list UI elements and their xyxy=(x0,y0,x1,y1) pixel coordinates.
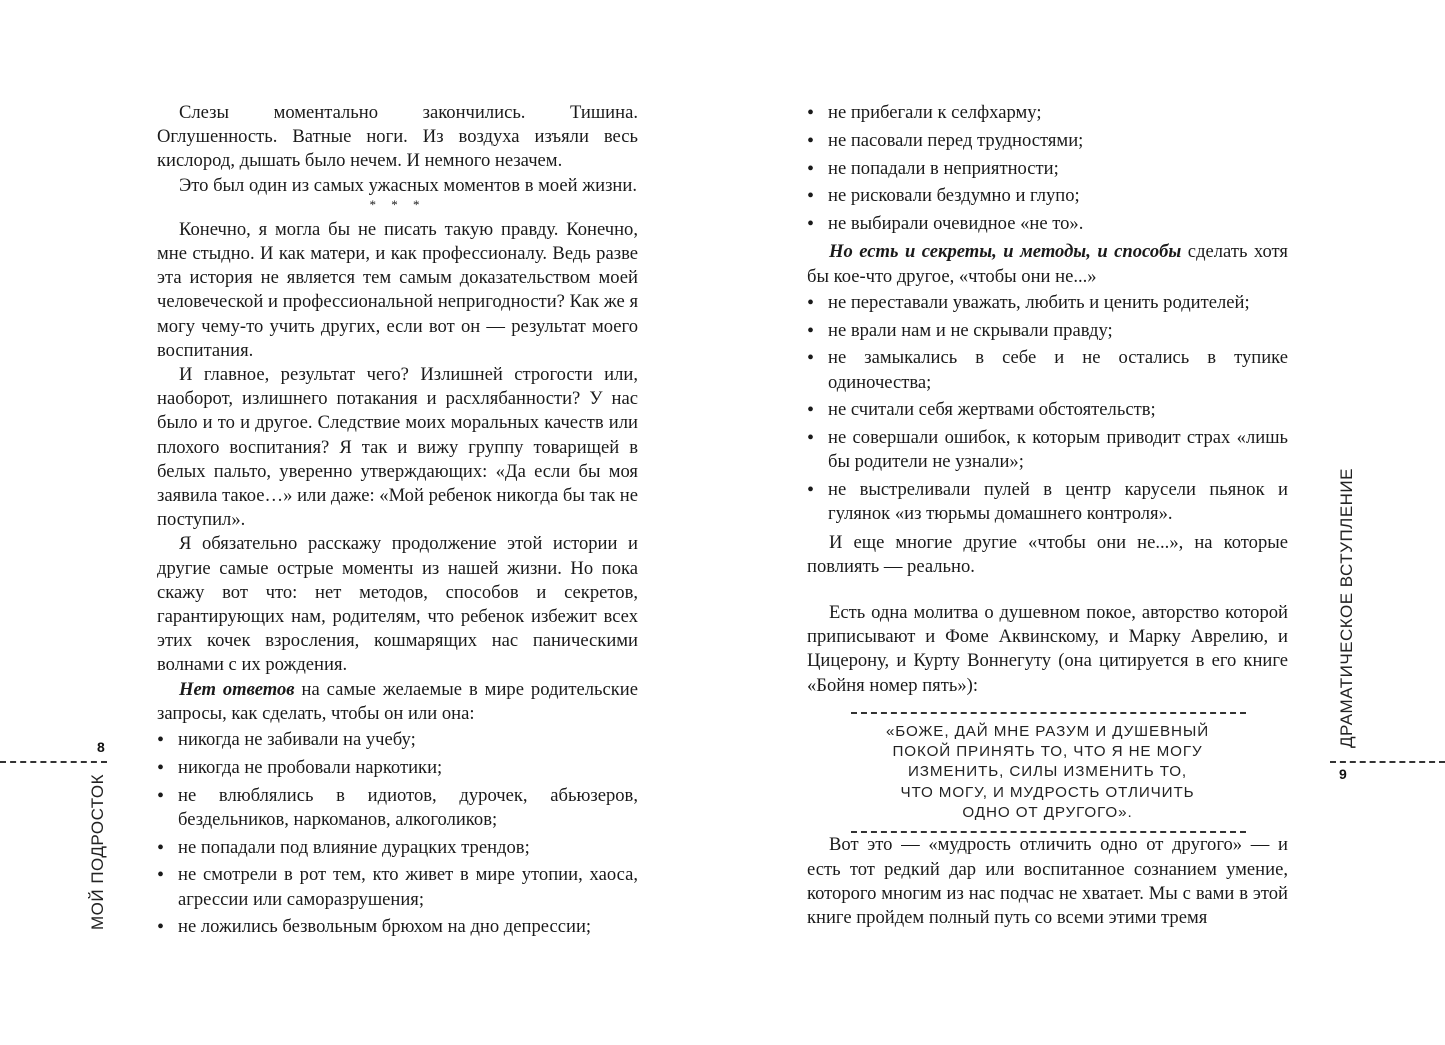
list-item: • не считали себя жертвами обстоятельств; xyxy=(807,398,1288,422)
page-number-left: 8 xyxy=(97,739,105,755)
quote-line: ОДНО ОТ ДРУГОГО». xyxy=(962,804,1133,821)
paragraph: Есть одна молитва о душевном покое, авторство которой приписывают и Фоме Аквинскому, и Марку Аврелию, и Цицерону, и Курту Воннегуту (она цитируется в его книге «Бойня номер пять»): xyxy=(807,602,1288,696)
emphasis: Нет ответов xyxy=(179,678,295,700)
list-item: • не ложились безвольным брюхом на дно депрессии; xyxy=(157,915,638,939)
lead-text: на самые желаемые в мире родительские запросы, как сделать, чтобы он или она: xyxy=(157,678,638,724)
lead-paragraph xyxy=(807,240,1288,288)
list-item: • не попадали под влияние дурацких трендов; xyxy=(157,836,638,860)
prayer-quote-block xyxy=(807,712,1288,833)
list-item: • не пасовали перед трудностями; xyxy=(807,129,1288,153)
list-item: • не выбирали очевидное «не то». xyxy=(807,212,1288,236)
paragraph: Слезы моментально закончились. Тишина. Оглушенность. Ватные ноги. Из воздуха изъяли весь кислород, дышать было нечем. И немного незачем. xyxy=(157,102,638,172)
list-item: • не попадали в неприятности; xyxy=(807,157,1288,181)
list-item: • не рисковали бездумно и глупо; xyxy=(807,184,1288,208)
paragraph: Это был один из самых ужасных моментов в моей жизни. xyxy=(179,174,637,196)
left-page-text xyxy=(157,101,638,944)
paragraph: И главное, результат чего? Излишней строгости или, наоборот, излишнего потакания и расхлябанности? У нас было и то и другое. Следствие моих моральных качеств или плохого воспитания? Я так и вижу группу товарищей в белых пальто, уверенно утверждающих: «Да если бы моя заявила такое…» или даже: «Мой ребенок никогда бы так не поступил». xyxy=(157,364,638,531)
list-item: • не выстреливали пулей в центр карусели пьянок и гулянок «из тюрьмы домашнего контроля». xyxy=(807,478,1288,526)
running-head-left: МОЙ ПОДРОСТОК xyxy=(88,773,107,930)
paragraph: Конечно, я могла бы не писать такую правду. Конечно, мне стыдно. И как матери, и как профессионалу. Ведь разве эта история не является тем самым доказательством моей человеческой и профессиональной непригодности? Как же я могу чему-то учить других, если вот он — результат моего воспитания. xyxy=(157,218,638,361)
paragraph: Я обязательно расскажу продолжение этой истории и другие самые острые моменты из нашей жизни. Но пока скажу вот что: нет методов, способов и секретов, гарантирующих нам, родителям, что ребенок избежит всех этих кочек взросления, кошмарящих нас паническими волнами с их рождения. xyxy=(157,533,638,676)
list-item: • не влюблялись в идиотов, дурочек, абьюзеров, бездельников, наркоманов, алкоголиков; xyxy=(157,784,638,832)
lead-paragraph xyxy=(157,678,638,726)
section-separator: * * * xyxy=(369,196,426,212)
bullet-list xyxy=(807,291,1288,527)
list-item: • не прибегали к селфхарму; xyxy=(807,101,1288,125)
left-margin-divider xyxy=(0,761,107,763)
paragraph: Вот это — «мудрость отличить одно от другого» — и есть тот редкий дар или воспитанное сознанием умение, которого многим из нас подчас не хватает. Мы с вами в этой книге пройдем полный путь со всеми этими тремя xyxy=(807,834,1288,928)
list-item: • не врали нам и не скрывали правду; xyxy=(807,319,1288,343)
quote-line: ЧТО МОГУ, И МУДРОСТЬ ОТЛИЧИТЬ xyxy=(900,783,1195,801)
right-margin-divider xyxy=(1330,761,1445,763)
list-item: • никогда не забивали на учебу; xyxy=(157,728,638,752)
page-number-right: 9 xyxy=(1339,766,1347,782)
quote-divider-top xyxy=(851,712,1246,714)
paragraph: И еще многие другие «чтобы они не...», на которые повлиять — реально. xyxy=(807,531,1288,577)
list-item: • не замыкались в себе и не остались в тупике одиночества; xyxy=(807,346,1288,394)
bullet-list xyxy=(807,101,1288,236)
quote-line: ПОКОЙ ПРИНЯТЬ ТО, ЧТО Я НЕ МОГУ xyxy=(892,743,1203,761)
quote-line: «БОЖЕ, ДАЙ МНЕ РАЗУМ И ДУШЕВНЫЙ xyxy=(885,722,1210,740)
list-item: • не смотрели в рот тем, кто живет в мире утопии, хаоса, агрессии или саморазрушения; xyxy=(157,863,638,911)
quote-line: ИЗМЕНИТЬ, СИЛЫ ИЗМЕНИТЬ ТО, xyxy=(907,763,1188,781)
emphasis: Но есть и секреты, и методы, и способы xyxy=(829,241,1182,263)
running-head-right: ДРАМАТИЧЕСКОЕ ВСТУПЛЕНИЕ xyxy=(1337,468,1356,748)
list-item: • не переставали уважать, любить и ценить родителей; xyxy=(807,291,1288,315)
bullet-list xyxy=(157,728,638,940)
lead-text: сделать хотя бы кое-что другое, «чтобы они не...» xyxy=(807,241,1288,287)
right-page-text xyxy=(807,101,1288,930)
prayer-quote xyxy=(807,722,1288,823)
list-item: • никогда не пробовали наркотики; xyxy=(157,756,638,780)
spacer xyxy=(807,579,1288,601)
list-item: • не совершали ошибок, к которым приводит страх «лишь бы родители не узнали»; xyxy=(807,426,1288,474)
